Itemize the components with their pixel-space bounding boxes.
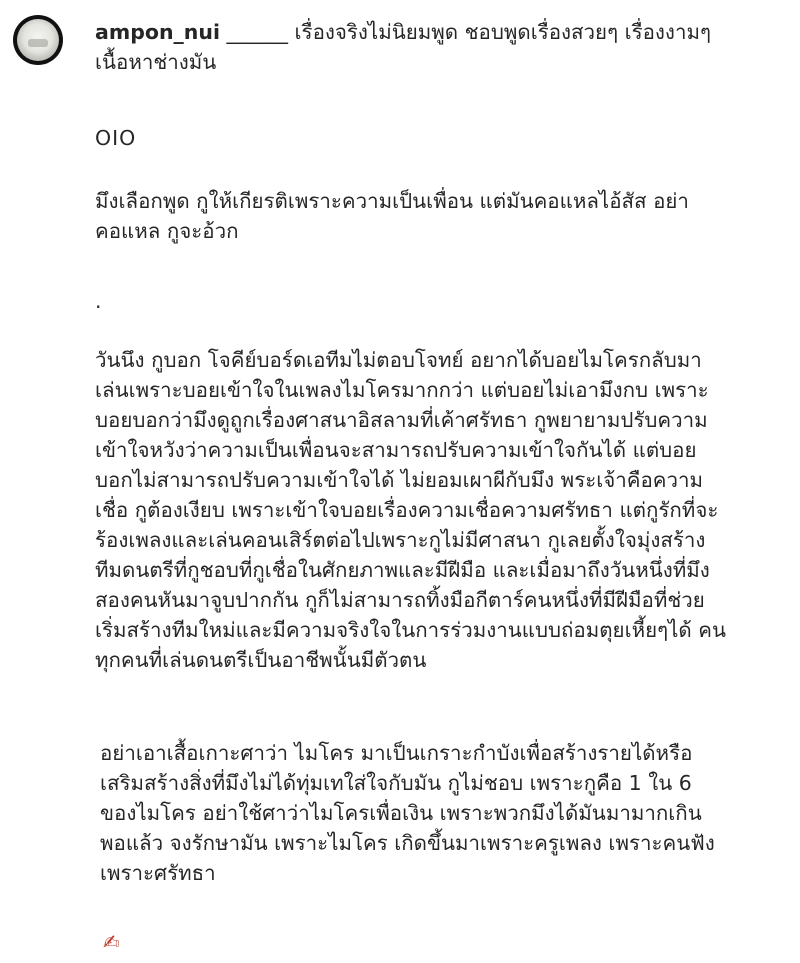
caption-paragraph: วันนึง กูบอก โจคีย์บอร์ดเอทีมไม่ตอบโจทย์ อยากได้บอยไมโครกลับมา เล่นเพราะบอยเข้าใจในเพลงไมโครมากกว่า แต่บอยไม่เอามึงกบ เพราะ บอยบอกว่ามึงดูถูกเรื่องศาสนาอิสลามที่เค้าศรัทธา กูพยายามปรับความ เข้าใจหวังว่าความเป็นเพื่อนจะสามารถปรับความเข้าใจกันได้ แต่บอย บอกไม่สามารถปรับความเข้าใจได้ ไม่ยอมเผาผีกับมึง พระเจ้าคือความ เชื่อ กูต้องเงียบ เพราะเข้าใจบอยเรื่องความเชื่อความศรัทธา แต่กูรักที่จะ ร้องเพลงและเล่นคอนเสิร์ตต่อไปเพราะกูไม่มีศาสนา กูเลยตั้งใจมุ่งสร้าง ทีมดนตรีที่กูชอบที่กูเชื่อในศักยภาพและมีฝีมือ และเมื่อมาถึงวันหนึ่งที่มึง สองคนหันมาจูบปากกัน กูก็ไม่สามารถทิ้งมือกีตาร์คนหนึ่งที่มีฝีมือที่ช่วย เริ่มสร้างทีมใหม่และมีความจริงใจในการร่วมงานแบบถ่อมตุยเหี้ยๆได้ คน ทุกคนที่เล่นดนตรีเป็นอาชีพนั้นมีตัวตน	[95, 348, 726, 672]
caption-paragraph: มึงเลือกพูด กูให้เกียรติเพราะความเป็นเพื่อน แต่มันคอแหลไอ้สัส อย่า คอแหล กูจะอ้วก	[95, 189, 689, 243]
caption-paragraph: .	[95, 289, 102, 313]
caption-paragraph: OIO	[95, 126, 137, 150]
avatar[interactable]	[13, 15, 63, 65]
caption-header	[95, 17, 785, 77]
avatar-image	[17, 19, 59, 61]
caption-first-line: ______ เรื่องจริงไม่นิยมพูด ชอบพูดเรื่องสวยๆ เรื่องงามๆ เนื้อหาช่างมัน	[95, 20, 711, 74]
username-link[interactable]: ampon_nui	[95, 20, 221, 44]
writing-hand-icon: ✍	[103, 930, 120, 954]
caption-paragraph: อย่าเอาเสื้อเกาะศาว่า ไมโคร มาเป็นเกราะกำบังเพื่อสร้างรายได้หรือ เสริมสร้างสิ่งที่มึงไม่ได้ทุ่มเทใส่ใจกับมัน กูไม่ชอบ เพราะกูคือ 1 ใน 6 ของไมโคร อย่าใช้ศาว่าไมโครเพื่อเงิน เพราะพวกมึงได้มันมามากเกิน พอแล้ว จงรักษามัน เพราะไมโคร เกิดขึ้นมาเพราะครูเพลง เพราะคนฟัง เพราะศรัทธา	[100, 741, 715, 885]
